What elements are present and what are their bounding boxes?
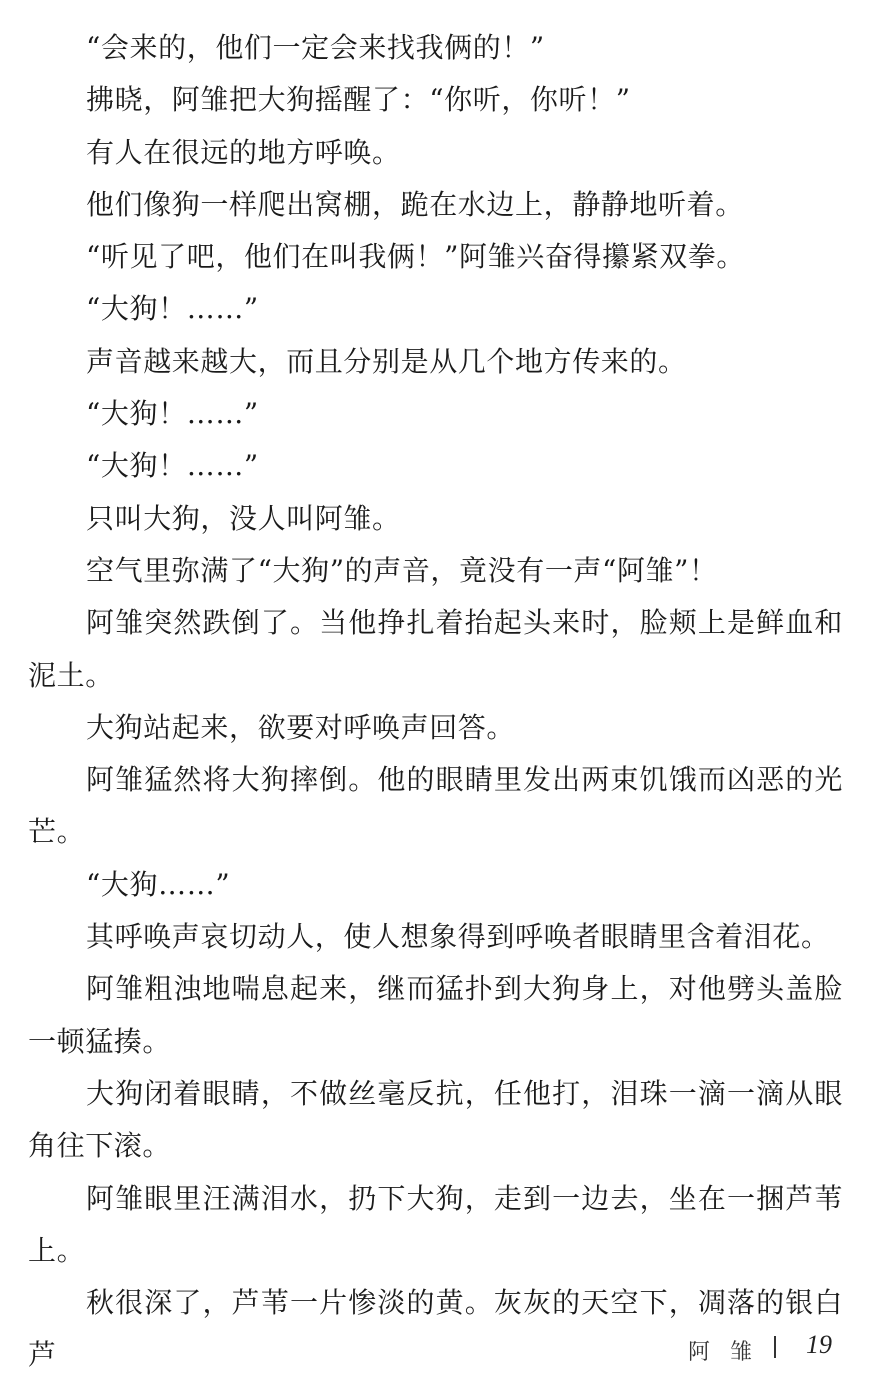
page-footer <box>0 1330 872 1370</box>
page-number: 19 <box>806 1330 832 1359</box>
footer-divider <box>774 1336 776 1358</box>
paragraph: 阿雏眼里汪满泪水，扔下大狗，走到一边去，坐在一捆芦苇上。 <box>28 1181 843 1267</box>
running-title: 阿雏 <box>688 1340 773 1365</box>
paragraph: 阿雏猛然将大狗摔倒。他的眼睛里发出两束饥饿而凶恶的光芒。 <box>28 763 843 849</box>
paragraph: 阿雏突然跌倒了。当他挣扎着抬起头来时，脸颊上是鲜血和泥土。 <box>28 606 843 692</box>
paragraph: “听见了吧，他们在叫我俩！”阿雏兴奋得攥紧双拳。 <box>86 240 746 274</box>
paragraph: 声音越来越大，而且分别是从几个地方传来的。 <box>86 344 687 378</box>
paragraph: 他们像狗一样爬出窝棚，跪在水边上，静静地听着。 <box>86 187 744 221</box>
paragraph: 拂晓，阿雏把大狗摇醒了：“你听，你听！” <box>86 83 631 117</box>
paragraph: “大狗！……” <box>86 397 259 431</box>
paragraph: 其呼唤声哀切动人，使人想象得到呼唤者眼睛里含着泪花。 <box>86 920 830 954</box>
paragraph: “大狗！……” <box>86 449 259 483</box>
paragraph: 大狗闭着眼睛，不做丝毫反抗，任他打，泪珠一滴一滴从眼角往下滚。 <box>28 1076 843 1163</box>
paragraph: “大狗！……” <box>86 292 259 326</box>
paragraph: 大狗站起来，欲要对呼唤声回答。 <box>86 710 516 744</box>
paragraph: “会来的，他们一定会来找我俩的！” <box>86 31 545 64</box>
paragraph: 秋很深了，芦苇一片惨淡的黄。灰灰的天空下，凋落的银白芦 <box>28 1286 843 1372</box>
page-body <box>28 22 843 1382</box>
paragraph: “大狗……” <box>86 867 231 901</box>
paragraph: 只叫大狗，没人叫阿雏。 <box>86 501 401 535</box>
paragraph: 空气里弥满了“大狗”的声音，竟没有一声“阿雏”！ <box>86 553 718 587</box>
paragraph: 阿雏粗浊地喘息起来，继而猛扑到大狗身上，对他劈头盖脸一顿猛揍。 <box>28 972 843 1058</box>
paragraph: 有人在很远的地方呼唤。 <box>86 135 401 169</box>
